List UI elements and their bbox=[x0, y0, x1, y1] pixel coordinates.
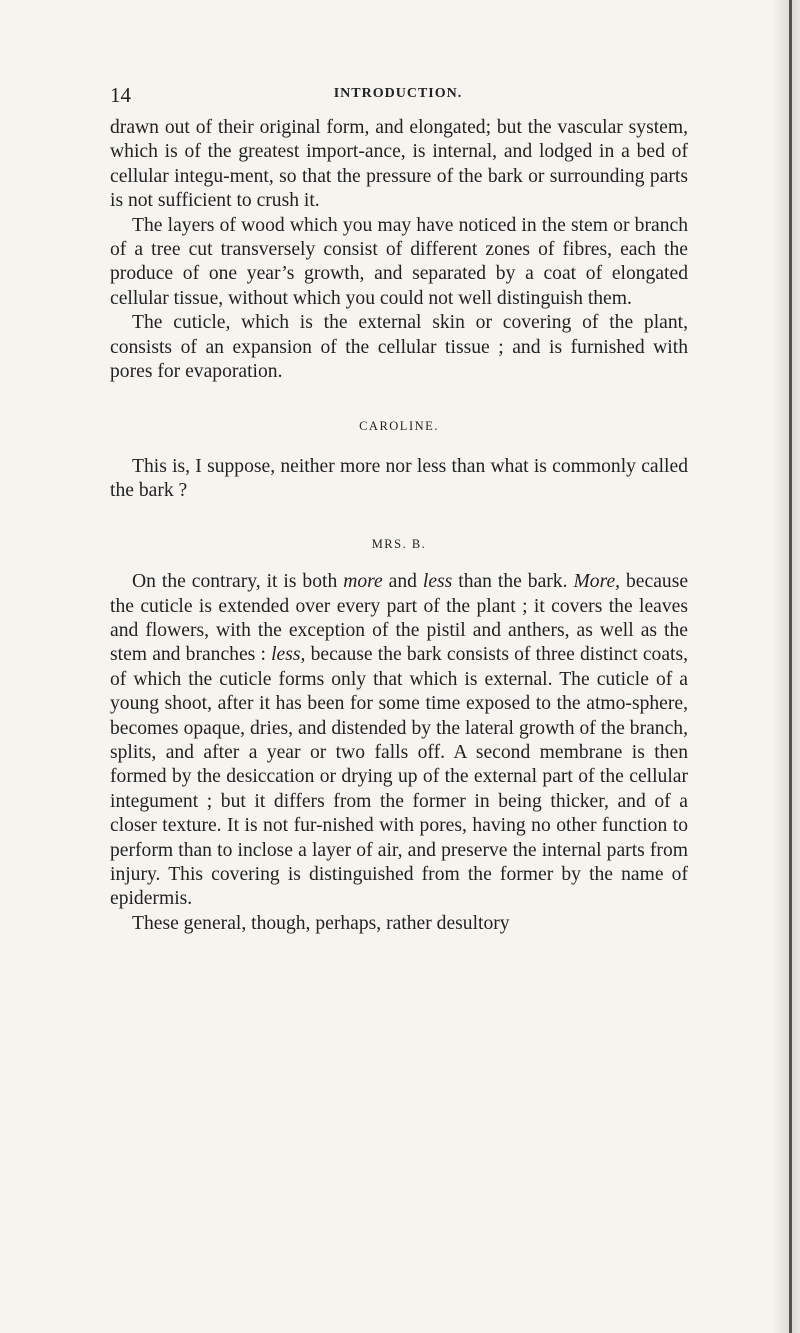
speaker-mrs-b: MRS. B. bbox=[371, 536, 427, 551]
speech-text: than the bark. bbox=[452, 571, 574, 593]
mrs-b-speech bbox=[110, 570, 688, 912]
italic-less-2: less, bbox=[271, 644, 306, 666]
page-body bbox=[110, 116, 688, 936]
paragraph-2: The layers of wood which you may have noticed in the stem or branch of a tree cut transversely consist of different zones of fibres, each the produce of one year’s growth, and separated by a coat of elongated cellular tissue, without which you could not well distinguish them. bbox=[110, 214, 688, 309]
final-paragraph: These general, though, perhaps, rather desultory bbox=[132, 912, 510, 934]
italic-less: less bbox=[422, 571, 453, 593]
italic-more: more bbox=[343, 571, 383, 593]
speech-text: On the contrary, it is both bbox=[132, 571, 344, 593]
page-edge-shadow bbox=[774, 0, 800, 1333]
caroline-speech: This is, I suppose, neither more nor less than what is commonly called the bark ? bbox=[110, 455, 688, 502]
page-header bbox=[110, 84, 686, 106]
paragraph-1: drawn out of their original form, and elongated; but the vascular system, which is of the greatest import-ance, is internal, and lodged in a bed of cellular integu-ment, so that the pressure of the bark or surrounding parts is not sufficient to crush it. bbox=[110, 117, 688, 212]
speech-text: and bbox=[382, 571, 423, 593]
page-number: 14 bbox=[110, 83, 131, 107]
speaker-caroline: CAROLINE. bbox=[359, 419, 439, 434]
speech-text: because the cuticle is extended over every part of the plant ; it covers the leaves and flowers, with the exception of the pistil and anthers, as well as the stem and branches : bbox=[110, 571, 689, 666]
paragraph-3: The cuticle, which is the external skin or covering of the plant, consists of an expansion of the cellular tissue ; and is furnished with pores for evaporation. bbox=[110, 312, 688, 383]
running-head: INTRODUCTION. bbox=[333, 86, 463, 101]
italic-more-capital: More, bbox=[573, 571, 621, 593]
speech-text: because the bark consists of three distinct coats, of which the cuticle forms only that which is external. The cuticle of a young shoot, after it has been for some time exposed to the atmo-sphere, becomes opaque, dries, and distended by the lateral growth of the branch, splits, and after a year or two falls off. A second membrane is then formed by the desiccation or drying up of the external part of the cellular integument ; but it differs from the former in being thicker, and of a closer texture. It is not fur-nished with pores, having no other function to perform than to inclose a layer of air, and preserve the internal parts from injury. This covering is distinguished from the former by the name of epidermis. bbox=[110, 644, 689, 910]
page-edge-line bbox=[789, 0, 792, 1333]
